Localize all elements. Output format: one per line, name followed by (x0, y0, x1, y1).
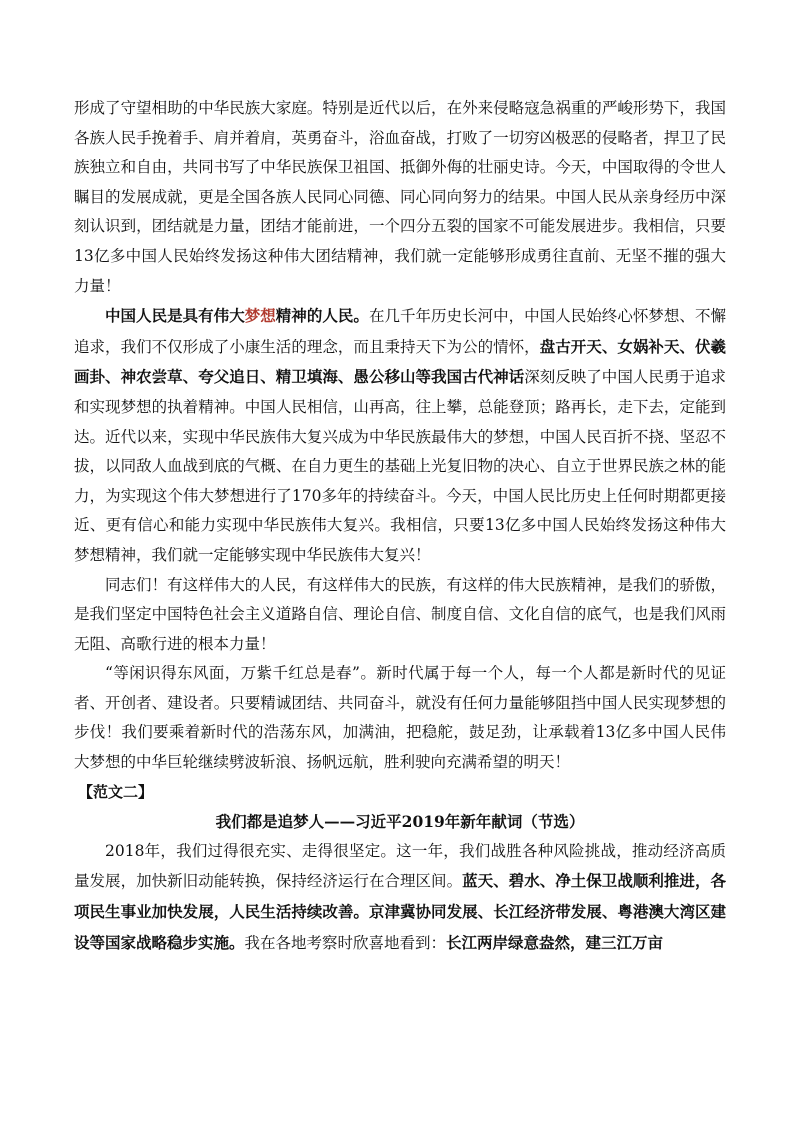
paragraph-dream-text-b: 深刻反映了中国人民勇于追求和实现梦想的执着精神。中国人民相信，山再高，往上攀，总能登顶；路再长，走下去，定能到达。近代以来，实现中华民族伟大复兴成为中华民族最伟大的梦想，中国人民百折不挠、坚忍不拔，以同敌人血战到底的气概、在自力更生的基础上光复旧物的决心、自立于世界民族之林的能力，为实现这个伟大梦想进行了170多年的持续奋斗。今天，中国人民比历史上任何时期都更接近、更有信心和能力实现中华民族伟大复兴。我相信，只要13亿多中国人民始终发扬这种伟大梦想精神，我们就一定能够实现中华民族伟大复兴！ (74, 368, 726, 564)
paragraph-2018-text-a: 2018年，我们过得很充实、走得很坚定。这一年，我们战胜各种风险挑战，推动经济高质量发展，加快新旧动能转换，保持经济运行在合理区间。 (74, 841, 726, 891)
highlight-dream: 梦想 (244, 306, 276, 326)
bold-myths: 盘古开天、女娲补天、伏羲画卦、神农尝草、夸父追日、精卫填海、愚公移山等我国古代神话 (74, 336, 726, 387)
paragraph-dream-text-a: 在几千年历史长河中，中国人民始终心怀梦想、不懈追求，我们不仅形成了小康生活的理念，而且秉持天下为公的情怀， (74, 307, 726, 356)
bold-heading-dream-a: 中国人民是具有伟大 (105, 306, 245, 326)
paragraph-comrades: 同志们！有这样伟大的人民，有这样伟大的民族，有这样的伟大民族精神，是我们的骄傲，是我们坚定中国特色社会主义道路自信、理论自信、制度自信、文化自信的底气，也是我们风雨无阻、高歌行进的根本力量！ (74, 575, 726, 653)
bold-heading-dream-b: 精神的人民。 (275, 306, 369, 326)
document-body (74, 94, 726, 958)
paragraph-2018 (74, 837, 726, 958)
paragraph-unity: 形成了守望相助的中华民族大家庭。特别是近代以后，在外来侵略寇急祸重的严峻形势下，我国各族人民手挽着手、肩并着肩，英勇奋斗，浴血奋战，打败了一切穷凶极恶的侵略者，捍卫了民族独立和自由，共同书写了中华民族保卫祖国、抵御外侮的壮丽史诗。今天，中国取得的令世人瞩目的发展成就，更是全国各族人民同心同德、同心同向努力的结果。中国人民从亲身经历中深刻认识到，团结就是力量，团结才能前进，一个四分五裂的国家不可能发展进步。我相信，只要13亿多中国人民始终发扬这种伟大团结精神，我们就一定能够形成勇往直前、无坚不摧的强大力量！ (74, 99, 726, 295)
paragraph-new-era: “等闲识得东风面，万紫千红总是春”。新时代属于每一个人，每一个人都是新时代的见证者、开创者、建设者。只要精诚团结、共同奋斗，就没有任何力量能够阻挡中国人民实现梦想的步伐！我们要乘着新时代的浩荡东风，加满油，把稳舵，鼓足劲，让承载着13亿多中国人民伟大梦想的中华巨轮继续劈波斩浪、扬帆远航，胜利驶向充满希望的明天！ (74, 664, 726, 772)
section-label: 【范文二】 (78, 782, 154, 801)
paragraph-dream (74, 301, 726, 570)
paragraph-2018-bold-b: 长江两岸绿意盎然，建三江万亩 (446, 932, 664, 952)
paragraph-2018-text-b: 我在各地考察时欣喜地看到： (244, 933, 447, 952)
paragraph-2018-bold-a: 蓝天、碧水、净土保卫战顺利推进，各项民生事业加快发展，人民生活持续改善。京津冀协同发展、长江经济带发展、粤港澳大湾区建设等国家战略稳步实施。 (74, 871, 726, 952)
essay-title: 我们都是追梦人——习近平2019年新年献词（节选） (215, 812, 585, 832)
